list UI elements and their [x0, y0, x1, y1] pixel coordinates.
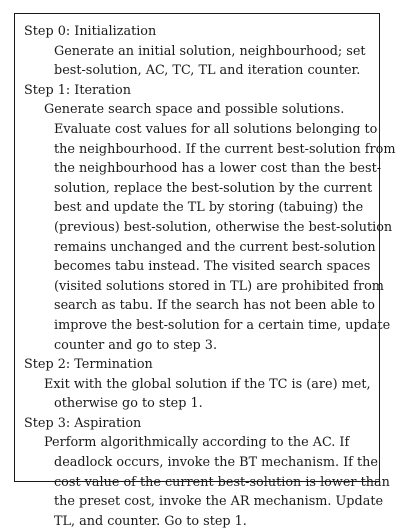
- step-1-line: the neighbourhood has a lower cost than the best-: [54, 161, 382, 177]
- step-1: [24, 81, 396, 355]
- step-3-line: TL, and counter. Go to step 1.: [54, 513, 247, 529]
- step-1-line: the neighbourhood. If the current best-solution from: [54, 141, 396, 157]
- step-3-line: cost value of the current best-solution is lower than: [54, 474, 390, 490]
- step-1-line: (visited solutions stored in TL) are prohibited from: [54, 278, 384, 294]
- step-3-body-cont: [24, 453, 390, 531]
- step-1-line: best and update the TL by storing (tabuing) the: [54, 200, 364, 216]
- step-3-line: deadlock occurs, invoke the BT mechanism. If the: [54, 455, 378, 471]
- step-2-body: [24, 375, 373, 395]
- step-3-line: Perform algorithmically according to the AC. If: [44, 435, 350, 451]
- step-0-title: Step 0: Initialization: [24, 24, 157, 39]
- step-1-line: improve the best-solution for a certain time, update: [54, 317, 391, 333]
- step-2-title: Step 2: Termination: [24, 357, 153, 373]
- step-1-intro: [24, 100, 373, 120]
- algorithm-box: [14, 13, 396, 529]
- step-2-line: otherwise go to step 1.: [54, 396, 203, 412]
- step-3-title: Step 3: Aspiration: [24, 415, 142, 431]
- step-1-line: (previous) best-solution, otherwise the best-solution: [54, 219, 393, 235]
- step-1-line: search as tabu. If the search has not been able to: [54, 298, 375, 314]
- step-1-line: remains unchanged and the current best-solution: [54, 239, 376, 255]
- step-1-line: solution, replace the best-solution by the current: [54, 180, 373, 196]
- step-1-intro-line: Generate search space and possible solutions.: [44, 102, 345, 118]
- step-3-line: the preset cost, invoke the AR mechanism. Update: [54, 494, 384, 510]
- step-1-line: Evaluate cost values for all solutions belonging to: [54, 121, 378, 137]
- step-1-title: Step 1: Iteration: [24, 82, 131, 98]
- step-1-line: counter and go to step 3.: [54, 337, 218, 353]
- step-2: [24, 355, 373, 414]
- step-0-line: Generate an initial solution, neighbourhood; set: [54, 43, 366, 59]
- step-2-line: Exit with the global solution if the TC is (are) met,: [44, 376, 371, 392]
- step-0-body: [24, 42, 373, 81]
- step-3-body: [24, 433, 373, 453]
- step-3: [24, 414, 390, 531]
- step-2-body-cont: [24, 394, 373, 414]
- step-0: [24, 22, 373, 81]
- step-0-line: best-solution, AC, TC, TL and iteration counter.: [54, 63, 361, 79]
- step-1-line: becomes tabu instead. The visited search spaces: [54, 259, 371, 275]
- step-1-body: [24, 120, 396, 355]
